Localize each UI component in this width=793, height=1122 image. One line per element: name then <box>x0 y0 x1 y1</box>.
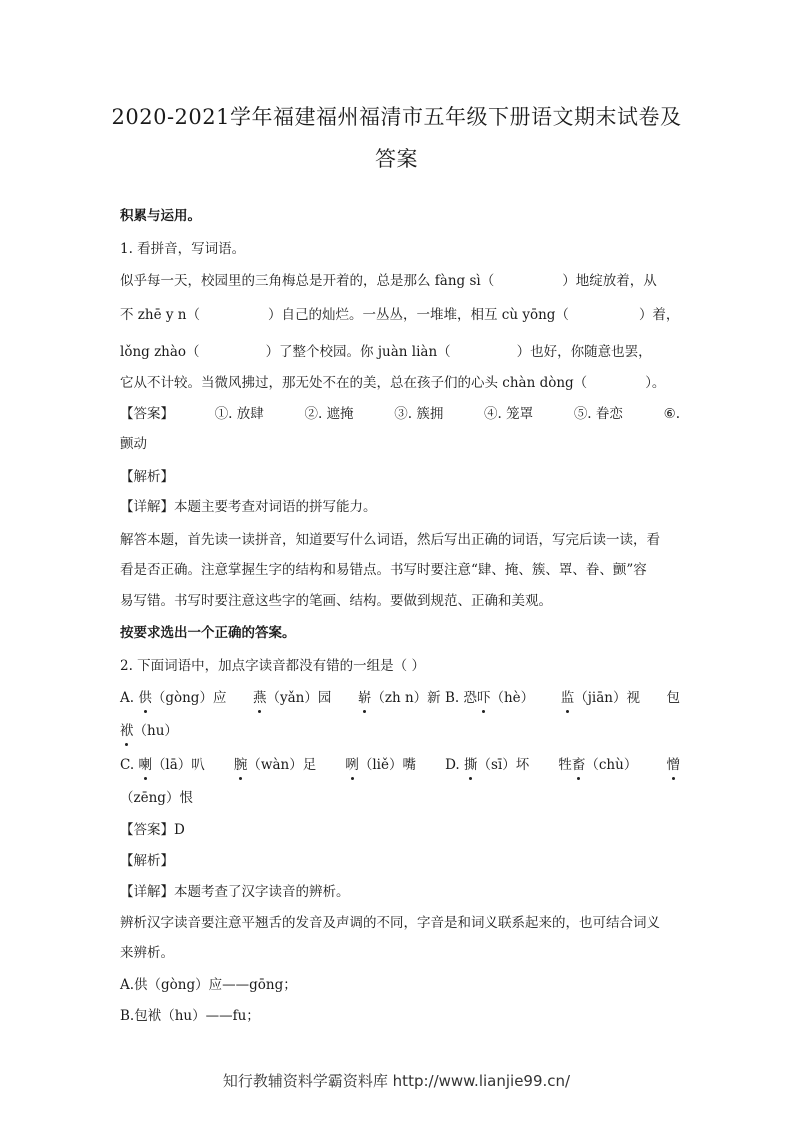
footer-watermark: 知行教辅资料学霸资料库 http://www.lianjie99.cn/ <box>222 1072 571 1090</box>
option-word: 崭（zh n）新 B. 恐吓（hè） <box>357 690 535 706</box>
answer-line: 【答案】D <box>120 822 185 838</box>
analysis-label: 【解析】 <box>120 853 174 869</box>
option-explanation: A.供（gòng）应——gōng； <box>120 977 297 993</box>
option-word: 牲畜（chù） <box>558 757 638 773</box>
option-word: A. 供（gòng）应 <box>120 690 227 706</box>
explanation-line: 易写错。书写时要注意这些字的笔画、结构。要做到规范、正确和美观。 <box>120 593 552 609</box>
option-word: D. 撕（sī）坏 <box>445 757 530 773</box>
question-stem: 2. 下面词语中，加点字读音都没有错的一组是（ ） <box>120 658 425 674</box>
detail-text: 【详解】本题考查了汉字读音的辨析。 <box>120 884 350 900</box>
analysis-label: 【解析】 <box>120 469 174 485</box>
option-word: 咧（liě）嘴 <box>345 757 416 773</box>
passage-line: 似乎每一天，校园里的三角梅总是开着的，总是那么 fàng sì（ ）地绽放着，从 <box>120 273 657 289</box>
option-word: 腕（wàn）足 <box>233 757 317 773</box>
question-stem: 1. 看拼音，写词语。 <box>120 241 246 257</box>
option-word: 憎 <box>666 757 680 773</box>
options-row <box>120 755 680 775</box>
document-title-continued: 答案 <box>375 147 418 171</box>
section-heading: 积累与运用。 <box>120 208 201 224</box>
option-word: 包 <box>666 690 680 706</box>
passage-line: 不 zhē y n（ ）自己的灿烂。一丛丛，一堆堆，相互 cù yōng（ ）着， <box>120 307 680 323</box>
option-word: C. 喇（lā）叭 <box>120 757 205 773</box>
option-word: 燕（yǎn）园 <box>252 690 332 706</box>
detail-text: 【详解】本题主要考查对词语的拼写能力。 <box>120 499 377 515</box>
explanation-line: 来辨析。 <box>120 945 174 961</box>
section-heading: 按要求选出一个正确的答案。 <box>120 625 296 641</box>
explanation-line: 看是否正确。注意掌握生字的结构和易错点。书写时要注意“肆、掩、簇、罩、眷、颤”容 <box>120 562 647 578</box>
passage-line: lǒng zhào（ ）了整个校园。你 juàn liàn（ ）也好，你随意也罢， <box>120 344 652 360</box>
answer-line: 【答案】 ①. 放肆 ②. 遮掩 ③. 簇拥 ④. 笼罩 ⑤. 眷恋 ⑥. <box>120 406 680 422</box>
option-explanation: B.包袱（hu）——fu； <box>120 1008 260 1024</box>
passage-line: 它从不计较。当微风拂过，那无处不在的美，总在孩子们的心头 chàn dòng（ ）。 <box>120 375 666 391</box>
option-word: 监（jiān）视 <box>560 690 640 706</box>
explanation-line: 辨析汉字读音要注意平翘舌的发音及声调的不同，字音是和词义联系起来的，也可结合词义 <box>120 915 660 931</box>
options-row-continuation: （zēng）恨 <box>120 790 193 806</box>
options-row-continuation: 袱（hu） <box>120 723 178 739</box>
document-title: 2020-2021学年福建福州福清市五年级下册语文期末试卷及 <box>111 105 682 129</box>
answer-continuation: 颤动 <box>120 436 147 452</box>
options-row <box>120 688 680 708</box>
explanation-line: 解答本题，首先读一读拼音，知道要写什么词语，然后写出正确的词语，写完后读一读，看 <box>120 532 660 548</box>
